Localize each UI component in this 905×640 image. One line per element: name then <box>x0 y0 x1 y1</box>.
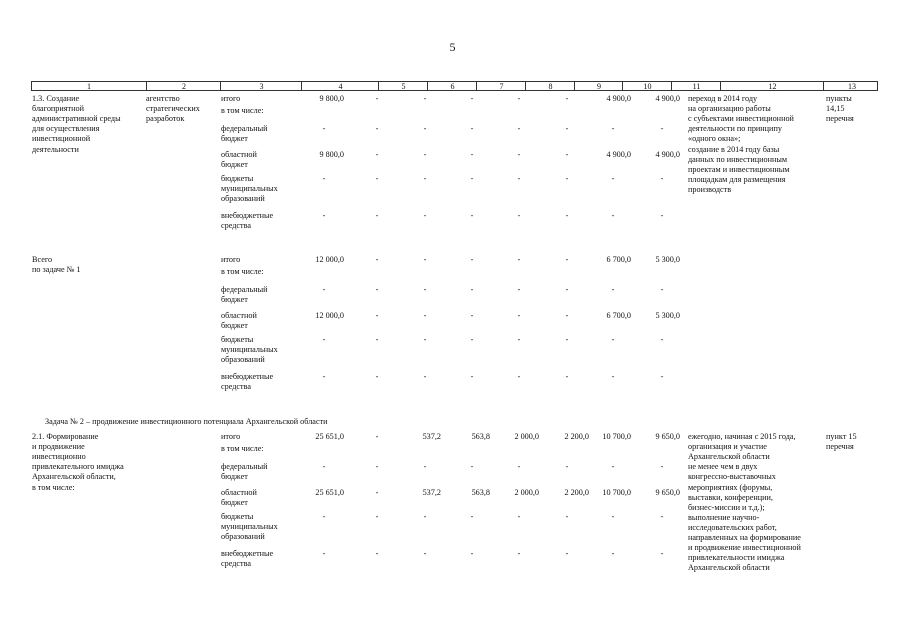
amount-cell-c11: - <box>660 372 664 381</box>
amount-cell-c4: - <box>322 124 326 133</box>
amount-cell-c4: - <box>322 211 326 220</box>
column-number-4: 4 <box>301 82 379 91</box>
amount-cell-c9: - <box>565 311 569 320</box>
amount-cell-c5: - <box>375 512 379 521</box>
amount-cell-c8: - <box>517 94 521 103</box>
amount-cell-c6: 537,2 <box>422 488 441 497</box>
amount-cell-c9: - <box>565 462 569 471</box>
amount-cell-c6: - <box>423 512 427 521</box>
amount-cell-c10: 4 900,0 <box>606 94 631 103</box>
funding-source-line: областной <box>221 488 257 497</box>
amount-cell-c11: - <box>660 174 664 183</box>
funding-source-line: бюджет <box>221 472 248 482</box>
amount-cell-c11: - <box>660 512 664 521</box>
column-number-7: 7 <box>476 82 526 91</box>
result-line: «одного окна»; <box>688 134 741 144</box>
column-number-10: 10 <box>622 82 672 91</box>
reference-line: пункты <box>826 94 852 103</box>
result-line: мероприятиях (форумы, <box>688 482 773 492</box>
amount-cell-c5: - <box>375 150 379 159</box>
amount-cell-c8: - <box>517 372 521 381</box>
amount-cell-c8: - <box>517 174 521 183</box>
funding-source-line: образований <box>221 194 265 204</box>
amount-cell-c9: - <box>565 335 569 344</box>
result-line: бизнес-миссии и т.д.); <box>688 502 765 512</box>
amount-cell-c5: - <box>375 488 379 497</box>
amount-cell-c11: - <box>660 335 664 344</box>
activity-name-line: по задаче № 1 <box>32 265 81 275</box>
amount-cell-c9: - <box>565 512 569 521</box>
funding-source-line: в том числе: <box>221 267 264 276</box>
amount-cell-c10: 6 700,0 <box>606 255 631 264</box>
amount-cell-c5: - <box>375 174 379 183</box>
amount-cell-c7: - <box>470 94 474 103</box>
amount-cell-c7: 563,8 <box>471 488 490 497</box>
amount-cell-c4: - <box>322 512 326 521</box>
task-heading: Задача № 2 – продвижение инвестиционного потенциала Архангельской области <box>45 417 328 426</box>
funding-source-line: федеральный <box>221 124 268 133</box>
amount-cell-c4: 9 800,0 <box>319 94 344 103</box>
result-line: привлекательности имиджа <box>688 553 785 563</box>
result-line: ежегодно, начиная с 2015 года, <box>688 432 796 441</box>
funding-source-line: федеральный <box>221 462 268 471</box>
amount-cell-c5: - <box>375 255 379 264</box>
funding-source-line: итого <box>221 432 241 441</box>
result-line: производств <box>688 184 732 194</box>
amount-cell-c4: - <box>322 549 326 558</box>
amount-cell-c9: - <box>565 174 569 183</box>
result-line: создание в 2014 году базы <box>688 144 780 154</box>
amount-cell-c7: 563,8 <box>471 432 490 441</box>
result-line: проектам и инвестиционным <box>688 164 790 174</box>
column-number-6: 6 <box>427 82 477 91</box>
activity-name-line: для осуществления <box>32 124 100 134</box>
result-line: выставки, конференции, <box>688 492 773 502</box>
amount-cell-c6: - <box>423 124 427 133</box>
amount-cell-c11: 4 900,0 <box>655 150 680 159</box>
funding-source-line: бюджет <box>221 321 248 331</box>
amount-cell-c7: - <box>470 211 474 220</box>
funding-source-line: федеральный <box>221 285 268 294</box>
activity-name-line: Всего <box>32 255 53 264</box>
activity-name-line: привлекательного имиджа <box>32 462 124 472</box>
amount-cell-c7: - <box>470 512 474 521</box>
amount-cell-c4: - <box>322 335 326 344</box>
amount-cell-c7: - <box>470 549 474 558</box>
funding-source-line: муниципальных <box>221 184 278 194</box>
result-line: данных по инвестиционным <box>688 154 788 164</box>
amount-cell-c10: - <box>611 549 615 558</box>
column-number-9: 9 <box>574 82 623 91</box>
column-number-13: 13 <box>823 82 880 91</box>
funding-source-line: бюджет <box>221 295 248 305</box>
funding-source-line: внебюджетные <box>221 211 274 220</box>
activity-name-line: административной среды <box>32 114 121 124</box>
amount-cell-c6: - <box>423 549 427 558</box>
amount-cell-c11: - <box>660 285 664 294</box>
result-line: конгрессно-выставочных <box>688 472 776 482</box>
amount-cell-c11: 9 650,0 <box>655 488 680 497</box>
result-line: направленных на формирование <box>688 533 801 542</box>
reference-line: пункт 15 <box>826 432 857 441</box>
amount-cell-c5: - <box>375 432 379 441</box>
executor-line: агентство <box>146 94 180 103</box>
activity-name-line: инвестиционной <box>32 134 91 144</box>
amount-cell-c11: - <box>660 211 664 220</box>
result-line: на организацию работы <box>688 104 771 114</box>
column-number-2: 2 <box>146 82 221 91</box>
amount-cell-c4: 25 651,0 <box>315 488 344 497</box>
amount-cell-c7: - <box>470 335 474 344</box>
column-number-11: 11 <box>671 82 721 91</box>
amount-cell-c4: 9 800,0 <box>319 150 344 159</box>
funding-source-line: внебюджетные <box>221 372 274 381</box>
activity-name-line: 1.3. Создание <box>32 94 80 103</box>
amount-cell-c6: - <box>423 94 427 103</box>
amount-cell-c7: - <box>470 174 474 183</box>
amount-cell-c5: - <box>375 549 379 558</box>
amount-cell-c11: - <box>660 549 664 558</box>
amount-cell-c6: - <box>423 335 427 344</box>
amount-cell-c10: - <box>611 335 615 344</box>
activity-name-line: и продвижение <box>32 442 85 452</box>
funding-source-line: областной <box>221 311 257 320</box>
result-line: деятельности по принципу <box>688 124 782 134</box>
funding-source-line: в том числе: <box>221 106 264 115</box>
activity-name-line: 2.1. Формирование <box>32 432 99 441</box>
amount-cell-c5: - <box>375 311 379 320</box>
amount-cell-c9: - <box>565 150 569 159</box>
amount-cell-c10: 4 900,0 <box>606 150 631 159</box>
result-line: Архангельской области <box>688 452 770 462</box>
result-line: Архангельской области <box>688 563 770 573</box>
amount-cell-c4: 12 000,0 <box>315 311 344 320</box>
amount-cell-c8: - <box>517 255 521 264</box>
funding-source-line: средства <box>221 559 252 569</box>
funding-source-line: бюджеты <box>221 335 254 344</box>
result-line: переход в 2014 году <box>688 94 758 103</box>
amount-cell-c10: - <box>611 462 615 471</box>
amount-cell-c7: - <box>470 124 474 133</box>
funding-source-line: средства <box>221 382 252 392</box>
result-line: с субъектами инвестиционной <box>688 114 794 124</box>
amount-cell-c4: - <box>322 462 326 471</box>
amount-cell-c6: - <box>423 255 427 264</box>
result-line: организация и участие <box>688 442 767 452</box>
amount-cell-c11: 4 900,0 <box>655 94 680 103</box>
amount-cell-c10: - <box>611 512 615 521</box>
column-number-12: 12 <box>720 82 824 91</box>
amount-cell-c11: - <box>660 124 664 133</box>
amount-cell-c8: 2 000,0 <box>514 488 539 497</box>
amount-cell-c5: - <box>375 372 379 381</box>
amount-cell-c8: - <box>517 150 521 159</box>
amount-cell-c9: - <box>565 285 569 294</box>
amount-cell-c5: - <box>375 124 379 133</box>
amount-cell-c10: - <box>611 372 615 381</box>
reference-line: 14,15 <box>826 104 845 114</box>
activity-name-line: в том числе: <box>32 482 75 492</box>
funding-source-line: в том числе: <box>221 444 264 453</box>
amount-cell-c7: - <box>470 150 474 159</box>
funding-source-line: областной <box>221 150 257 159</box>
amount-cell-c8: - <box>517 549 521 558</box>
executor-line: разработок <box>146 114 185 124</box>
funding-source-line: образований <box>221 532 265 542</box>
result-line: выполнение научно- <box>688 512 760 522</box>
amount-cell-c10: - <box>611 211 615 220</box>
funding-source-line: бюджет <box>221 134 248 144</box>
amount-cell-c9: 2 200,0 <box>564 432 589 441</box>
amount-cell-c9: - <box>565 549 569 558</box>
amount-cell-c8: - <box>517 512 521 521</box>
amount-cell-c4: 25 651,0 <box>315 432 344 441</box>
column-number-5: 5 <box>378 82 428 91</box>
amount-cell-c7: - <box>470 255 474 264</box>
amount-cell-c6: 537,2 <box>422 432 441 441</box>
funding-source-line: внебюджетные <box>221 549 274 558</box>
amount-cell-c10: 10 700,0 <box>602 488 631 497</box>
funding-source-line: образований <box>221 355 265 365</box>
reference-line: перечня <box>826 114 854 124</box>
amount-cell-c6: - <box>423 211 427 220</box>
amount-cell-c8: - <box>517 124 521 133</box>
funding-source-line: муниципальных <box>221 345 278 355</box>
funding-source-line: бюджет <box>221 498 248 508</box>
amount-cell-c10: 6 700,0 <box>606 311 631 320</box>
column-number-header <box>31 81 878 91</box>
page-number: 5 <box>449 40 456 54</box>
amount-cell-c6: - <box>423 311 427 320</box>
result-line: площадкам для размещения <box>688 174 786 184</box>
amount-cell-c10: 10 700,0 <box>602 432 631 441</box>
activity-name-line: Архангельской области, <box>32 472 116 482</box>
funding-source-line: муниципальных <box>221 522 278 532</box>
amount-cell-c7: - <box>470 462 474 471</box>
amount-cell-c5: - <box>375 94 379 103</box>
amount-cell-c8: - <box>517 211 521 220</box>
amount-cell-c4: - <box>322 285 326 294</box>
amount-cell-c5: - <box>375 462 379 471</box>
amount-cell-c9: - <box>565 211 569 220</box>
amount-cell-c8: - <box>517 462 521 471</box>
amount-cell-c5: - <box>375 335 379 344</box>
activity-name-line: инвестиционно <box>32 452 86 462</box>
amount-cell-c9: - <box>565 372 569 381</box>
amount-cell-c8: - <box>517 285 521 294</box>
amount-cell-c4: 12 000,0 <box>315 255 344 264</box>
amount-cell-c6: - <box>423 150 427 159</box>
amount-cell-c7: - <box>470 285 474 294</box>
amount-cell-c6: - <box>423 285 427 294</box>
amount-cell-c11: - <box>660 462 664 471</box>
amount-cell-c11: 5 300,0 <box>655 255 680 264</box>
amount-cell-c9: - <box>565 255 569 264</box>
amount-cell-c5: - <box>375 285 379 294</box>
amount-cell-c4: - <box>322 372 326 381</box>
amount-cell-c11: 9 650,0 <box>655 432 680 441</box>
amount-cell-c7: - <box>470 311 474 320</box>
amount-cell-c9: 2 200,0 <box>564 488 589 497</box>
reference-line: перечня <box>826 442 854 452</box>
amount-cell-c8: - <box>517 335 521 344</box>
amount-cell-c11: 5 300,0 <box>655 311 680 320</box>
result-line: и продвижение инвестиционной <box>688 543 801 553</box>
column-number-1: 1 <box>87 82 91 91</box>
column-number-8: 8 <box>525 82 575 91</box>
funding-source-line: итого <box>221 94 241 103</box>
amount-cell-c8: - <box>517 311 521 320</box>
amount-cell-c10: - <box>611 124 615 133</box>
result-line: не менее чем в двух <box>688 462 758 472</box>
funding-source-line: бюджеты <box>221 174 254 183</box>
amount-cell-c9: - <box>565 124 569 133</box>
activity-name-line: деятельности <box>32 144 79 154</box>
funding-source-line: итого <box>221 255 241 264</box>
activity-name-line: благоприятной <box>32 104 84 114</box>
amount-cell-c4: - <box>322 174 326 183</box>
funding-source-line: бюджет <box>221 160 248 170</box>
amount-cell-c6: - <box>423 174 427 183</box>
amount-cell-c10: - <box>611 174 615 183</box>
amount-cell-c6: - <box>423 462 427 471</box>
funding-source-line: бюджеты <box>221 512 254 521</box>
amount-cell-c10: - <box>611 285 615 294</box>
amount-cell-c6: - <box>423 372 427 381</box>
executor-line: стратегических <box>146 104 200 114</box>
amount-cell-c5: - <box>375 211 379 220</box>
amount-cell-c9: - <box>565 94 569 103</box>
funding-source-line: средства <box>221 221 252 231</box>
result-line: исследовательских работ, <box>688 522 777 532</box>
amount-cell-c7: - <box>470 372 474 381</box>
column-number-3: 3 <box>220 82 302 91</box>
amount-cell-c8: 2 000,0 <box>514 432 539 441</box>
